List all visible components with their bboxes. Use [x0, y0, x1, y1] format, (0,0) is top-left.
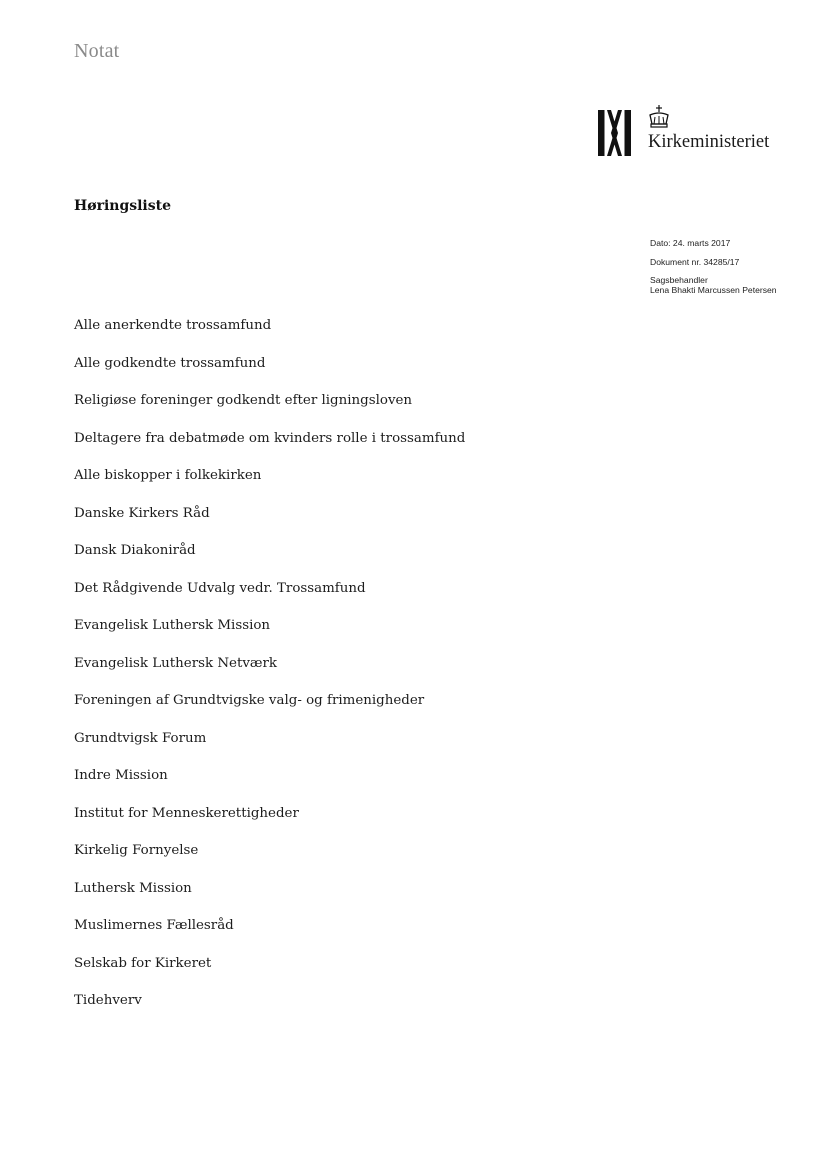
meta-case-handler-name: Lena Bhakti Marcussen Petersen — [650, 285, 777, 295]
ministry-name: Kirkeministeriet — [648, 132, 770, 152]
list-item: Institut for Menneskerettigheder — [74, 805, 299, 821]
ministry-logo — [598, 105, 798, 157]
list-item: Alle godkendte trossamfund — [74, 355, 266, 371]
list-item: Indre Mission — [74, 768, 168, 783]
document-type-label: Notat — [74, 40, 120, 62]
list-item: Dansk Diakoniråd — [74, 543, 196, 558]
list-item: Alle anerkendte trossamfund — [74, 318, 272, 333]
meta-document-number: Dokument nr. 34285/17 — [650, 257, 740, 267]
document-meta — [650, 238, 777, 295]
list-item: Evangelisk Luthersk Netværk — [74, 655, 278, 671]
meta-case-handler-label: Sagsbehandler — [650, 275, 708, 285]
list-item: Det Rådgivende Udvalg vedr. Trossamfund — [74, 580, 366, 596]
list-item: Evangelisk Luthersk Mission — [74, 618, 271, 633]
list-item: Danske Kirkers Råd — [74, 505, 210, 521]
list-item: Luthersk Mission — [74, 880, 192, 896]
list-item: Alle biskopper i folkekirken — [74, 468, 262, 483]
list-item: Tidehverv — [74, 993, 142, 1008]
meta-date: Dato: 24. marts 2017 — [650, 238, 731, 248]
list-item: Religiøse foreninger godkendt efter ligningsloven — [74, 393, 413, 408]
ministry-logo-icon — [598, 110, 631, 156]
crown-icon — [648, 105, 670, 129]
list-item: Foreningen af Grundtvigske valg- og frimenigheder — [74, 693, 425, 708]
list-item: Grundtvigsk Forum — [74, 730, 207, 746]
list-item: Deltagere fra debatmøde om kvinders rolle i trossamfund — [74, 430, 466, 446]
list-item: Selskab for Kirkeret — [74, 955, 212, 971]
page-title: Høringsliste — [74, 198, 172, 214]
list-item: Muslimernes Fællesråd — [74, 918, 234, 933]
list-item: Kirkelig Fornyelse — [74, 843, 199, 858]
recipient-list — [74, 316, 465, 1029]
